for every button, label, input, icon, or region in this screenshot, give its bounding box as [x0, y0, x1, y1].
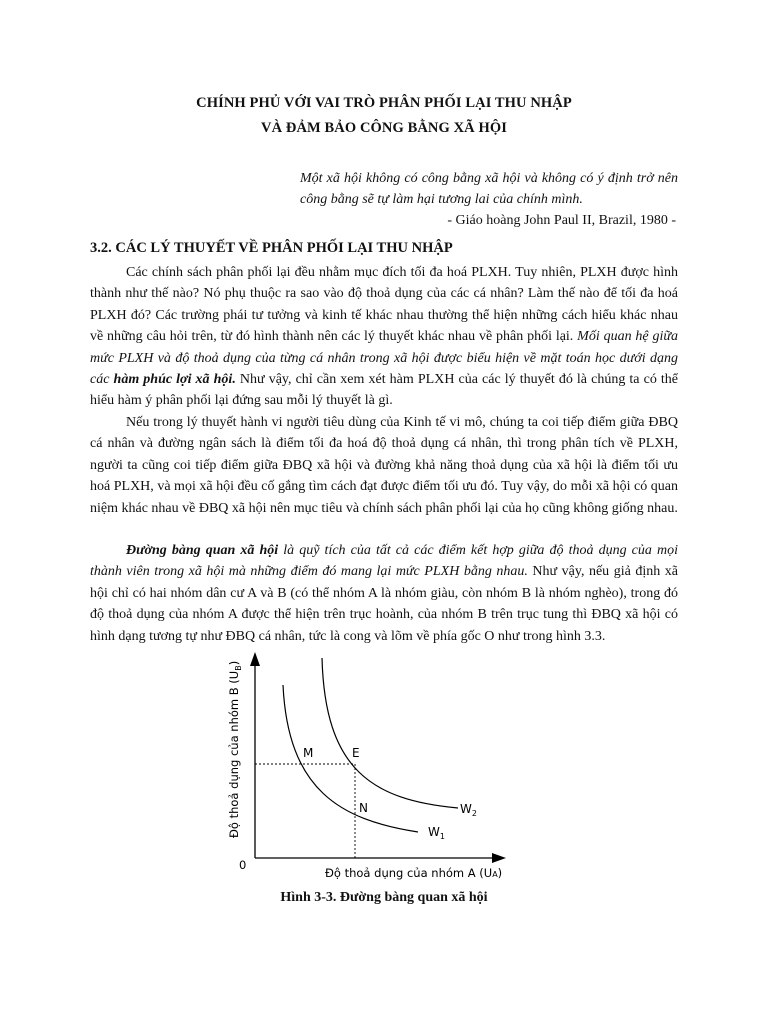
- origin-label: 0: [239, 858, 247, 872]
- paragraph-3-term: Đường bàng quan xã hội: [126, 543, 279, 558]
- epigraph-quote: Một xã hội không có công bằng xã hội và không có ý định trở nên công bằng sẽ tự làm hại tương lai của chính mình.: [300, 171, 678, 207]
- paragraph-1-italic: Mối quan hệ giữa mức PLXH và độ thoả dụng của từng cá nhân trong xã hội được biểu hiện về mặt toán học dưới dạng các: [90, 329, 679, 388]
- guide-lines: [255, 764, 355, 858]
- paragraph-3-definition: là quỹ tích của tất cả các điểm kết hợp giữa độ thoả dụng của mọi thành viên trong xã hội mà những điểm đó mang lại mức PLXH bằng nhau.: [90, 543, 678, 580]
- paragraph-3-text: Như vậy, nếu giả định xã hội chỉ có hai nhóm dân cư A và B (có thể nhóm A là nhóm giàu, còn nhóm B là nhóm nghèo), trong đó độ thoả dụng của nhóm A được thể hiện trên trục hoành, của nhóm B trên trục tung thì ĐBQ xã hội có hình dạng tương tự như ĐBQ cá nhân, tức là cong và lõm về phía gốc O như trong hình 3.3.: [90, 564, 678, 644]
- y-axis-arrow: [250, 652, 260, 666]
- axes: [250, 652, 506, 863]
- paragraph-2: Nếu trong lý thuyết hành vi người tiêu dùng của Kinh tế vi mô, chúng ta coi tiếp điểm giữa ĐBQ cá nhân và đường ngân sách là điểm tối đa hoá độ thoả dụng cá nhân, thì trong phân tích về PLXH, người ta cũng coi tiếp điểm giữa ĐBQ xã hội và đường khả năng thoả dụng của xã hội là điểm tối ưu hoá PLXH, và mọi xã hội đều cố gắng tìm cách đạt được điểm tối ưu đó. Tuy vậy, do mỗi xã hội có quan niệm khác nhau về ĐBQ xã hội nên mục tiêu và chính sách phân phối lại của họ cũng không giống nhau.: [90, 415, 678, 516]
- x-axis-arrow: [492, 853, 506, 863]
- figure-caption: Hình 3-3. Đường bàng quan xã hội: [280, 890, 488, 905]
- curve-w1-label: $W_1$: [428, 825, 445, 841]
- point-n-label: N: [359, 801, 368, 815]
- paragraph-1-bold-term: hàm phúc lợi xã hội.: [113, 372, 236, 388]
- document-title-line-2: VÀ ĐẢM BẢO CÔNG BẰNG XÃ HỘI: [261, 120, 507, 136]
- epigraph-attribution: - Giáo hoàng John Paul II, Brazil, 1980 -: [447, 213, 676, 228]
- document-title-line-1: CHÍNH PHỦ VỚI VAI TRÒ PHÂN PHỐI LẠI THU NHẬP: [196, 95, 572, 111]
- curve-w2: [322, 658, 458, 808]
- y-axis-label: Độ thoả dụng của nhóm B $(U_B)$: [227, 660, 243, 838]
- curve-w2-label: $W_2$: [460, 802, 477, 818]
- paragraph-1-tail: Như vậy, chỉ cần xem xét hàm PLXH của các lý thuyết đó là chúng ta có thể hiểu hàm ý phân phối lại đứng sau mỗi lý thuyết là gì.: [90, 372, 679, 409]
- section-heading: 3.2. CÁC LÝ THUYẾT VỀ PHÂN PHỐI LẠI THU NHẬP: [90, 240, 453, 256]
- point-e-label: E: [352, 746, 360, 760]
- x-axis-label: Độ thoả dụng của nhóm A $(U_A)$: [325, 865, 503, 880]
- point-m-label: M: [303, 746, 314, 760]
- paragraph-1-text: Các chính sách phân phối lại đều nhằm mục đích tối đa hoá PLXH. Tuy nhiên, PLXH được hình thành như thế nào? Nó phụ thuộc ra sao vào độ thoả dụng của các cá nhân? Làm thế nào để tối đa hoá PLXH đó? Các trường phái tư tưởng và kinh tế khác nhau thường thể hiện những cách hiểu khác nhau về những câu hỏi trên, từ đó hình thành nên các lý thuyết khác nhau về phân phối lại.: [90, 265, 678, 345]
